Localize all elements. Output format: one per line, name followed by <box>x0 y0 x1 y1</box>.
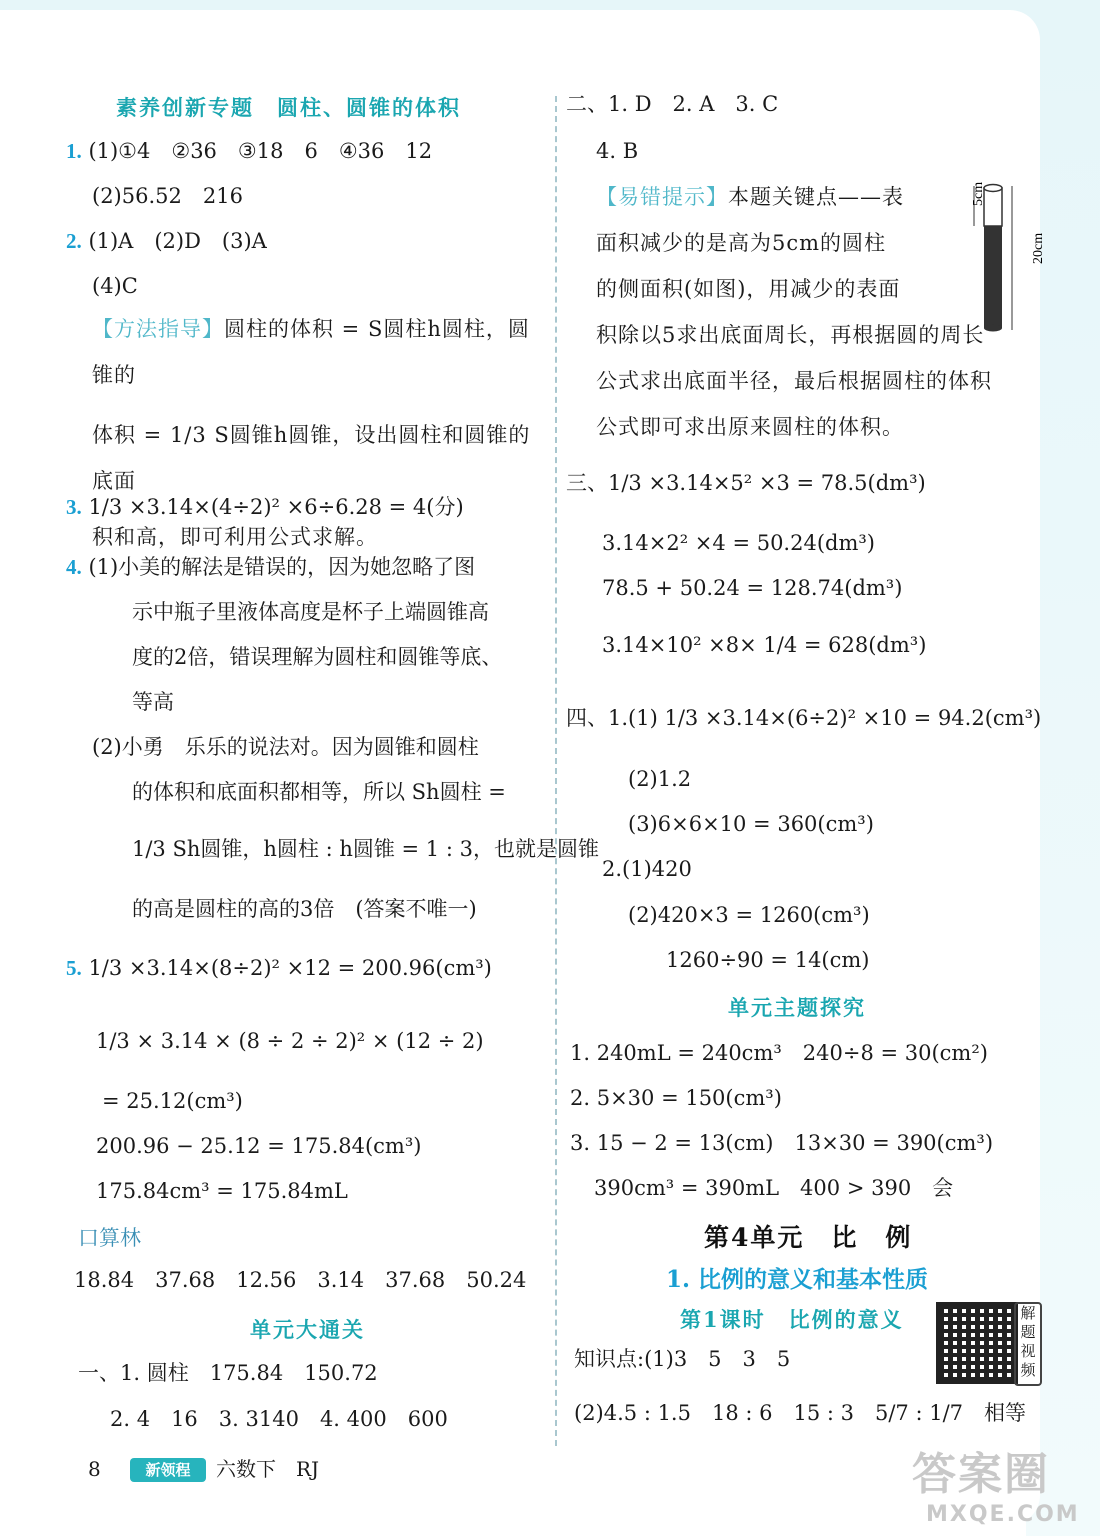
explore-line-1: 1. 240mL = 240cm³ 240÷8 = 30(cm²) <box>570 1041 988 1065</box>
q2-answer-a: (1)A (2)D (3)A <box>88 229 267 253</box>
tip-line-4: 积除以5求出底面周长，再根据圆的周长 <box>596 323 985 347</box>
q4-text-7: 1/3 Sh圆锥，h圆柱 : h圆锥 = 1 : 3，也就是圆锥 <box>132 837 599 861</box>
qr-code-icon[interactable] <box>936 1302 1018 1384</box>
q4-text-8: 的高是圆柱的高的3倍 (答案不唯一) <box>132 897 477 921</box>
brand-badge: 新领程 <box>130 1458 206 1482</box>
part2-line-2: 4. B <box>596 139 639 163</box>
tip-line-3: 的侧面积(如图)，用减少的表面 <box>596 277 901 301</box>
part1-line-1: 一、1. 圆柱 175.84 150.72 <box>78 1361 378 1385</box>
q2-number: 2. <box>66 229 82 253</box>
explore-line-2: 2. 5×30 = 150(cm³) <box>570 1086 782 1110</box>
method-tag: 【方法指导】 <box>92 317 224 341</box>
part3-line-1: 三、1/3 ×3.14×5² ×3 = 78.5(dm³) <box>566 471 926 495</box>
part4-line-6: 1260÷90 = 14(cm) <box>666 948 870 972</box>
q5-line-1 <box>66 953 492 983</box>
part4-line-4: 2.(1)420 <box>602 857 692 881</box>
q4-number: 4. <box>66 555 82 579</box>
part4-line-2: (2)1.2 <box>628 767 692 791</box>
q4-line-1 <box>66 552 475 582</box>
knowledge-line-1: 知识点:(1)3 5 3 5 <box>574 1347 791 1371</box>
tip-tag: 【易错提示】 <box>596 185 728 209</box>
q3-number: 3. <box>66 495 82 519</box>
q1-line-a <box>66 136 432 166</box>
heading-unit-pass: 单元大通关 <box>250 1317 365 1342</box>
error-tip <box>596 174 926 312</box>
part3-line-3: 78.5 + 50.24 = 128.74(dm³) <box>602 576 903 600</box>
q5-text-2: 1/3 × 3.14 × (8 ÷ 2 ÷ 2)² × (12 ÷ 2) <box>96 1029 484 1053</box>
q5-number: 5. <box>66 956 82 980</box>
watermark-url: MXQE.COM <box>926 1502 1080 1527</box>
part3-line-2: 3.14×2² ×4 = 50.24(dm³) <box>602 531 875 555</box>
figure-label-5cm: 5cm <box>971 181 986 206</box>
q4-text-6: 的体积和底面积都相等，所以 Sh圆柱 = <box>132 780 506 804</box>
method-line-3: 积和高，即可利用公式求解。 <box>92 525 378 549</box>
q5-text-5: 175.84cm³ = 175.84mL <box>96 1179 348 1203</box>
q1-answer-b: (2)56.52 216 <box>92 184 243 208</box>
part4-line-5: (2)420×3 = 1260(cm³) <box>628 903 870 927</box>
unit4-title: 第4单元 比 例 <box>704 1223 913 1252</box>
q4-text-4: 等高 <box>132 690 174 714</box>
oral-calc-values: 18.84 37.68 12.56 3.14 37.68 50.24 <box>74 1268 527 1292</box>
section-title: 1. 比例的意义和基本性质 <box>666 1266 929 1293</box>
tip-line-1: 本题关键点——表 <box>728 185 904 209</box>
tip-line-2: 面积减少的是高为5cm的圆柱 <box>596 231 887 255</box>
part3-line-4: 3.14×10² ×8× 1/4 = 628(dm³) <box>602 633 927 657</box>
cylinder-figure <box>948 178 1046 338</box>
q5-text-4: 200.96 − 25.12 = 175.84(cm³) <box>96 1134 422 1158</box>
heading-unit-explore: 单元主题探究 <box>728 995 866 1020</box>
tip-line-6: 公式即可求出原来圆柱的体积。 <box>596 415 904 439</box>
q4-text-3: 度的2倍，错误理解为圆柱和圆锥等底、 <box>132 645 503 669</box>
q5-text-3: = 25.12(cm³) <box>102 1089 243 1113</box>
q4-text-5: (2)小勇 乐乐的说法对。因为圆锥和圆柱 <box>92 735 479 759</box>
q3-line <box>66 492 464 522</box>
explore-line-3: 3. 15 − 2 = 13(cm) 13×30 = 390(cm³) <box>570 1131 994 1155</box>
method-line-2: 体积 = 1/3 S圆锥h圆锥，设出圆柱和圆锥的底面 <box>92 423 531 493</box>
page-number: 8 <box>88 1457 101 1481</box>
q1-number: 1. <box>66 139 82 163</box>
q1-answer-a: (1)①4 ②36 ③18 6 ④36 12 <box>88 139 433 163</box>
method-line-1: 圆柱的体积 = S圆柱h圆柱，圆锥的 <box>92 317 530 387</box>
lesson-title: 第1课时 比例的意义 <box>680 1307 904 1332</box>
part2-line-1: 二、1. D 2. A 3. C <box>566 92 779 116</box>
q5-text-1: 1/3 ×3.14×(8÷2)² ×12 = 200.96(cm³) <box>88 956 492 980</box>
q4-text-2: 示中瓶子里液体高度是杯子上端圆锥高 <box>132 600 489 624</box>
tip-line-5: 公式求出底面半径，最后根据圆柱的体积 <box>596 369 992 393</box>
part1-line-2: 2. 4 16 3. 3140 4. 400 600 <box>110 1407 448 1431</box>
q2-line-a <box>66 226 267 256</box>
q4-text-1: (1)小美的解法是错误的，因为她忽略了图 <box>88 555 476 579</box>
q2-answer-b: (4)C <box>92 274 138 298</box>
watermark <box>912 1438 1082 1528</box>
oral-calc-label: 口算林 <box>78 1226 141 1250</box>
explore-line-4: 390cm³ = 390mL 400 > 390 会 <box>594 1176 954 1200</box>
book-label: 六数下 RJ <box>216 1457 320 1481</box>
watermark-main: 答案圈 <box>912 1449 1050 1500</box>
q3-answer: 1/3 ×3.14×(4÷2)² ×6÷6.28 = 4(分) <box>88 495 464 519</box>
knowledge-line-2: (2)4.5 : 1.5 18 : 6 15 : 3 5/7 : 1/7 相等 <box>574 1401 1027 1425</box>
part4-line-3: (3)6×6×10 = 360(cm³) <box>628 812 874 836</box>
qr-video-label: 解题视频 <box>1014 1302 1042 1386</box>
figure-label-20cm: 20cm <box>1031 232 1046 264</box>
heading-special-topic: 素养创新专题 圆柱、圆锥的体积 <box>116 95 461 120</box>
column-divider <box>555 96 557 1446</box>
part4-line-1: 四、1.(1) 1/3 ×3.14×(6÷2)² ×10 = 94.2(cm³) <box>566 706 1042 730</box>
